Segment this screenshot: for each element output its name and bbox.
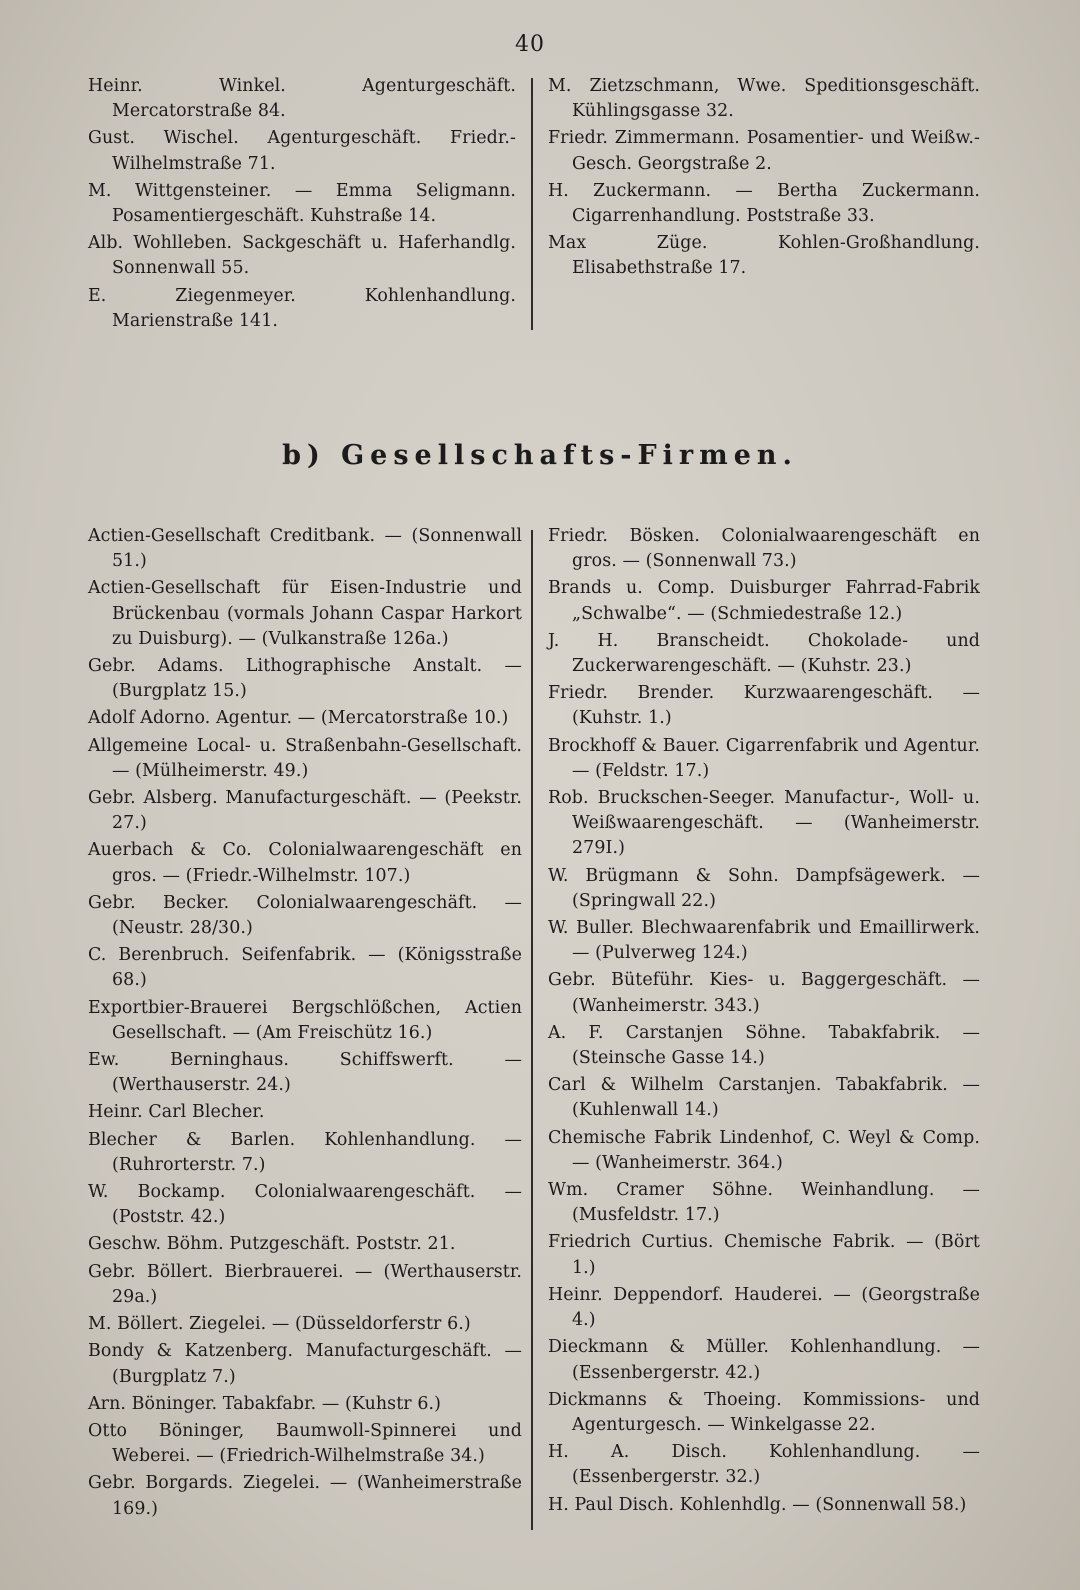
directory-entry: M. Böllert. Ziegelei. — (Düsseldorferstr 6.) — [88, 1314, 471, 1335]
directory-entry: Max Züge. Kohlen-Großhandlung. Elisabethstraße 17. — [548, 233, 980, 279]
directory-entry: Gebr. Alsberg. Manufacturgeschäft. — (Peekstr. 27.) — [88, 788, 522, 834]
directory-entry: W. Brügmann & Sohn. Dampfsägewerk. — (Springwall 22.) — [548, 865, 980, 911]
directory-entry: Friedr. Zimmermann. Posamentier- und Weißw.-Gesch. Georgstraße 2. — [548, 128, 980, 174]
directory-entry: Carl & Wilhelm Carstanjen. Tabakfabrik. — (Kuhlenwall 14.) — [548, 1075, 980, 1121]
directory-entry: E. Ziegenmeyer. Kohlenhandlung. Marienstraße 141. — [88, 285, 516, 331]
directory-entry: Heinr. Carl Blecher. — [88, 1102, 265, 1123]
directory-entry: Allgemeine Local- u. Straßenbahn-Gesellschaft. — (Mülheimerstr. 49.) — [88, 735, 522, 781]
directory-entry: Chemische Fabrik Lindenhof, C. Weyl & Comp. — (Wanheimerstr. 364.) — [548, 1127, 980, 1173]
directory-entry: M. Zietzschmann, Wwe. Speditionsgeschäft. Kühlingsgasse 32. — [548, 76, 980, 122]
directory-entry: Gebr. Büteführ. Kies- u. Baggergeschäft. — (Wanheimerstr. 343.) — [548, 970, 980, 1016]
directory-entry: Auerbach & Co. Colonialwaarengeschäft en gros. — (Friedr.-Wilhelmstr. 107.) — [88, 840, 522, 886]
directory-entry: Heinr. Winkel. Agenturgeschäft. Mercatorstraße 84. — [88, 76, 516, 122]
directory-entry: W. Bockamp. Colonialwaarengeschäft. — (Poststr. 42.) — [88, 1182, 522, 1228]
directory-entry: W. Buller. Blechwaarenfabrik und Emaillirwerk. — (Pulverweg 124.) — [548, 918, 980, 964]
directory-entry: Rob. Bruckschen-Seeger. Manufactur-, Woll- u. Weißwaarengeschäft. — (Wanheimerstr. 279I.) — [548, 788, 980, 859]
directory-entry: M. Wittgensteiner. — Emma Seligmann. Posamentiergeschäft. Kuhstraße 14. — [88, 180, 516, 227]
column-bottom-right — [548, 524, 980, 1520]
page-number: 40 — [515, 32, 545, 57]
directory-entry: Gebr. Borgards. Ziegelei. — (Wanheimerstraße 169.) — [88, 1473, 522, 1519]
column-top-right — [548, 74, 980, 284]
column-divider-top — [531, 78, 533, 330]
directory-entry: Friedrich Curtius. Chemische Fabrik. — (Bört 1.) — [548, 1232, 980, 1278]
directory-entry: Brands u. Comp. Duisburger Fahrrad-Fabrik „Schwalbe“. — (Schmiedestraße 12.) — [548, 578, 980, 624]
directory-entry: Ew. Berninghaus. Schiffswerft. — (Werthauserstr. 24.) — [88, 1050, 522, 1096]
directory-entry: J. H. Branscheidt. Chokolade- und Zuckerwarengeschäft. — (Kuhstr. 23.) — [548, 630, 980, 677]
directory-entry: Gebr. Böllert. Bierbrauerei. — (Werthauserstr. 29a.) — [88, 1261, 522, 1307]
directory-entry: Brockhoff & Bauer. Cigarrenfabrik und Agentur. — (Feldstr. 17.) — [548, 735, 980, 781]
directory-entry: Actien-Gesellschaft für Eisen-Industrie und Brückenbau (vormals Johann Caspar Harkort zu Duisburg). — (Vulkanstraße 126a.) — [88, 578, 522, 649]
directory-entry: Blecher & Barlen. Kohlenhandlung. — (Ruhrorterstr. 7.) — [88, 1129, 522, 1175]
column-divider-bottom — [531, 530, 533, 1530]
directory-entry: C. Berenbruch. Seifenfabrik. — (Königsstraße 68.) — [88, 945, 522, 991]
directory-entry: Dieckmann & Müller. Kohlenhandlung. — (Essenbergerstr. 42.) — [548, 1337, 980, 1383]
directory-entry: Adolf Adorno. Agentur. — (Mercatorstraße 10.) — [88, 708, 509, 729]
directory-entry: Wm. Cramer Söhne. Weinhandlung. — (Musfeldstr. 17.) — [548, 1180, 980, 1226]
directory-entry: A. F. Carstanjen Söhne. Tabakfabrik. — (Steinsche Gasse 14.) — [548, 1022, 980, 1069]
column-bottom-left — [88, 524, 522, 1524]
directory-entry: Exportbier-Brauerei Bergschlößchen, Actien Gesellschaft. — (Am Freischütz 16.) — [88, 997, 522, 1043]
directory-entry: Friedr. Brender. Kurzwaarengeschäft. — (Kuhstr. 1.) — [548, 683, 980, 729]
directory-entry: Bondy & Katzenberg. Manufacturgeschäft. — (Burgplatz 7.) — [88, 1341, 522, 1387]
column-top-left — [88, 74, 516, 336]
directory-entry: Friedr. Bösken. Colonialwaarengeschäft en gros. — (Sonnenwall 73.) — [548, 526, 980, 572]
directory-entry: H. A. Disch. Kohlenhandlung. — (Essenbergerstr. 32.) — [548, 1442, 980, 1488]
directory-entry: Arn. Böninger. Tabakfabr. — (Kuhstr 6.) — [88, 1393, 442, 1414]
directory-entry: Gebr. Becker. Colonialwaarengeschäft. — (Neustr. 28/30.) — [88, 892, 522, 939]
section-title: b) Gesellschafts-Firmen. — [282, 440, 798, 471]
directory-entry: Dickmanns & Thoeing. Kommissions- und Agenturgesch. — Winkelgasse 22. — [548, 1389, 980, 1435]
directory-entry: Gust. Wischel. Agenturgeschäft. Friedr.-Wilhelmstraße 71. — [88, 128, 516, 174]
directory-entry: H. Zuckermann. — Bertha Zuckermann. Cigarrenhandlung. Poststraße 33. — [548, 180, 980, 227]
directory-entry: Geschw. Böhm. Putzgeschäft. Poststr. 21. — [88, 1234, 456, 1255]
directory-entry: Otto Böninger, Baumwoll-Spinnerei und Weberei. — (Friedrich-Wilhelmstraße 34.) — [88, 1420, 522, 1467]
directory-entry: Actien-Gesellschaft Creditbank. — (Sonnenwall 51.) — [88, 526, 522, 572]
directory-entry: Gebr. Adams. Lithographische Anstalt. — (Burgplatz 15.) — [88, 656, 522, 702]
directory-entry: H. Paul Disch. Kohlenhdlg. — (Sonnenwall 58.) — [548, 1494, 967, 1515]
directory-entry: Alb. Wohlleben. Sackgeschäft u. Haferhandlg. Sonnenwall 55. — [88, 233, 516, 279]
directory-entry: Heinr. Deppendorf. Hauderei. — (Georgstraße 4.) — [548, 1284, 980, 1331]
